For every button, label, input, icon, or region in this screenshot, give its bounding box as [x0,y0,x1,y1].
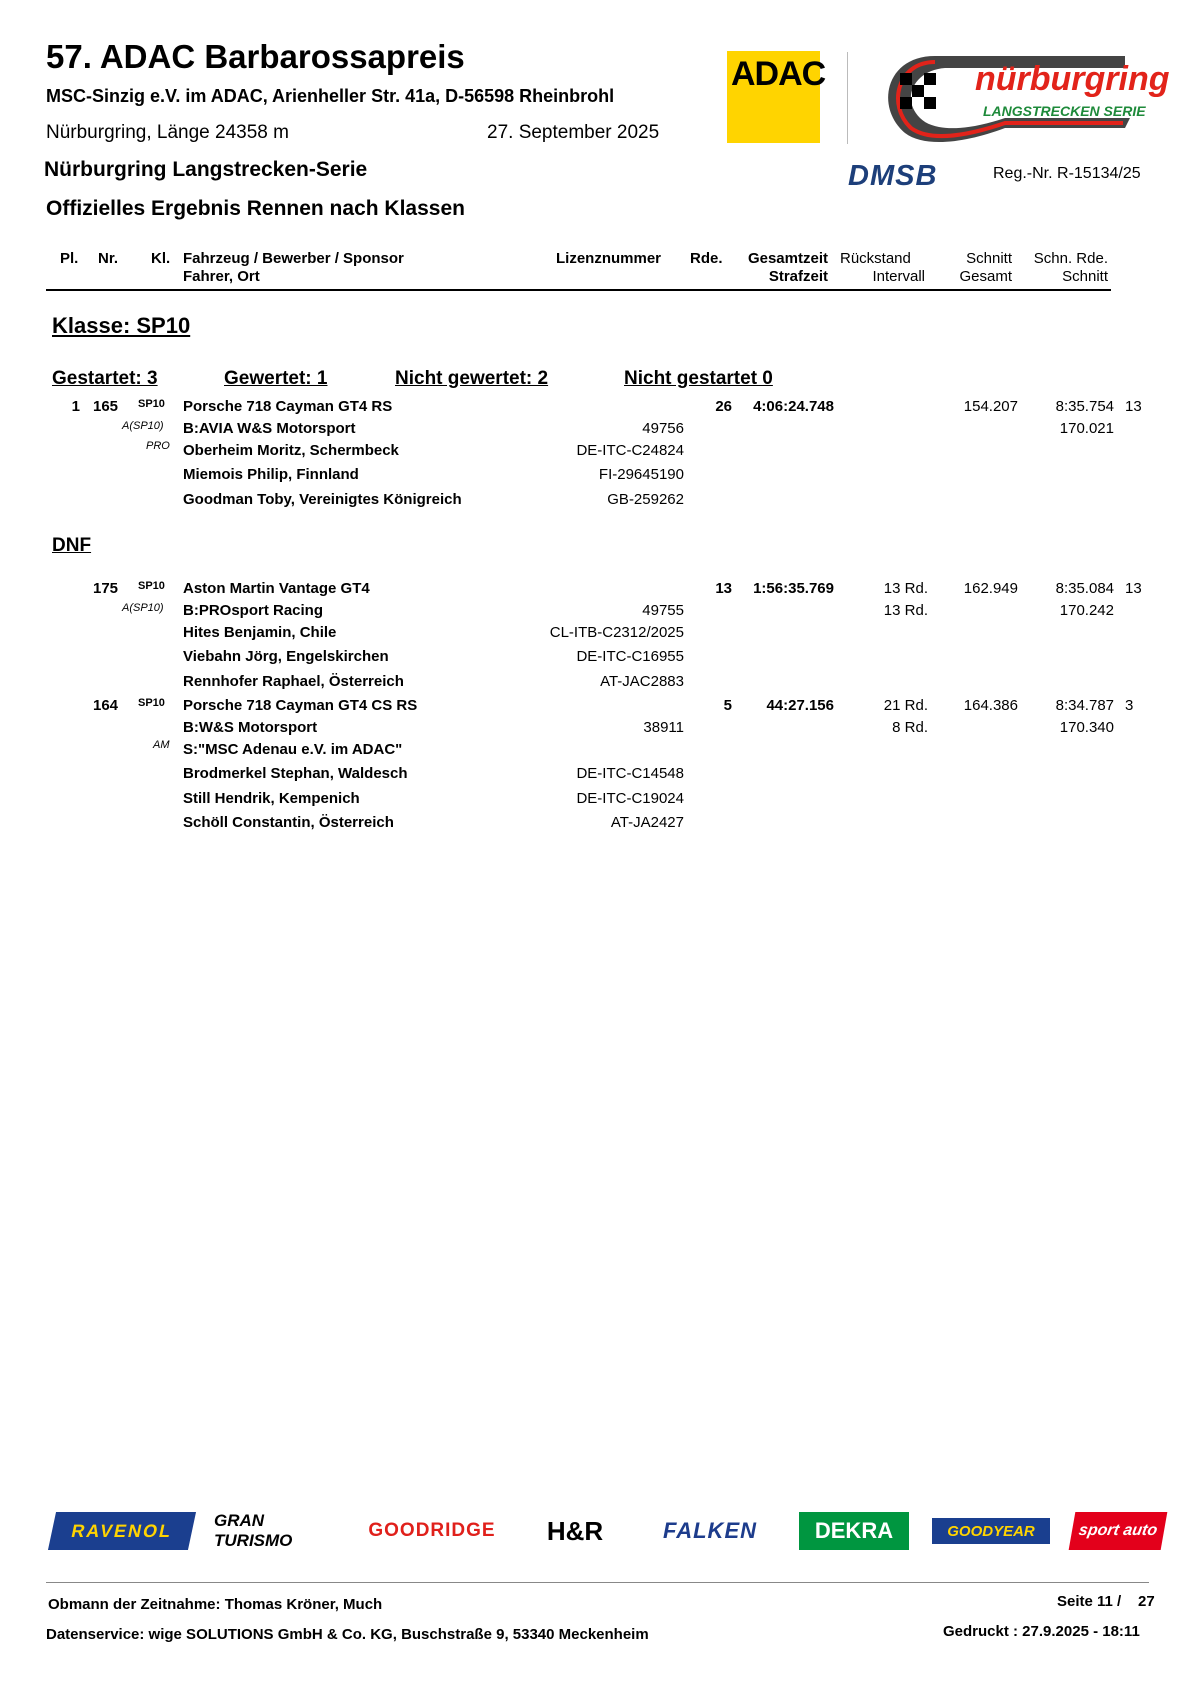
falken-logo: FALKEN [663,1518,757,1543]
class-heading: Klasse: SP10 [52,313,191,338]
registration-number: Reg.-Nr. R-15134/25 [993,165,1141,182]
entry-rde: 26 [715,398,732,415]
track-info: Nürburgring, Länge 24358 m [46,122,289,143]
gran-turismo-logo: GRAN TURISMO [214,1511,293,1550]
entry-nr: 164 [93,697,119,714]
entry-class: SP10 [138,580,165,592]
col-schnitt2: Schnitt [1062,268,1108,285]
entry-bewerber-lizenz: 38911 [643,719,684,736]
entry-schnitt: 164.386 [963,697,1018,714]
driver-lizenz: DE-ITC-C16955 [576,648,684,665]
entry-bewerber-lizenz: 49755 [642,602,684,619]
driver-lizenz: AT-JAC2883 [600,673,684,690]
entry-class-level: AM [153,739,170,751]
page-total: 27 [1138,1593,1155,1610]
driver-name: Hites Benjamin, Chile [183,624,337,641]
entry-intervall: 8 Rd. [892,719,928,736]
driver-lizenz: DE-ITC-C24824 [576,442,684,459]
entry-best-lap: 13 [1125,580,1142,597]
col-intervall: Intervall [872,268,925,285]
page-title: 57. ADAC Barbarossapreis [46,38,465,75]
page-label: Seite 11 / [1057,1593,1122,1610]
col-fahrer: Fahrer, Ort [183,268,260,285]
col-strafzeit: Strafzeit [768,268,828,285]
ravenol-logo: RAVENOL [48,1512,196,1550]
entry-schn-rde2: 170.340 [1059,719,1114,736]
dnf-heading: DNF [52,535,92,556]
dmsb-logo: DMSB [848,160,938,192]
logo-divider [847,52,848,144]
entry-nr: 165 [93,398,119,415]
dekra-logo: DEKRA [799,1512,909,1550]
footer-rule [46,1582,1149,1583]
driver-name: Oberheim Moritz, Schermbeck [183,442,399,459]
entry-rde: 5 [723,697,732,714]
entry-class-sub: A(SP10) [122,420,164,432]
driver-name: Goodman Toby, Vereinigtes Königreich [183,491,462,508]
driver-name: Miemois Philip, Finnland [183,466,359,483]
driver-lizenz: DE-ITC-C19024 [576,790,684,807]
entry-zeit: 4:06:24.748 [753,398,834,415]
col-nr: Nr. [98,250,119,267]
goodridge-logo: GOODRIDGE [368,1520,496,1541]
col-lizenz: Lizenznummer [556,250,662,267]
entry-schn-rde: 8:35.084 [1055,580,1114,597]
driver-lizenz: GB-259262 [607,491,684,508]
driver-lizenz: CL-ITB-C2312/2025 [549,624,684,641]
entry-class: SP10 [138,398,165,410]
result-type: Offizielles Ergebnis Rennen nach Klassen [46,197,465,220]
nurburgring-logo [875,48,1170,148]
nurburgring-logo-graphic [875,48,1170,148]
entry-class-level: PRO [146,440,170,452]
stat-nicht-gestartet: Nicht gestartet 0 [624,368,773,389]
col-fahrzeug: Fahrzeug / Bewerber / Sponsor [183,250,404,267]
entry-class-sub: A(SP10) [122,602,164,614]
col-rde: Rde. [690,250,723,267]
col-schn-rde: Schn. Rde. [1033,250,1108,267]
entry-car: Porsche 718 Cayman GT4 RS [183,398,393,415]
entry-schnitt: 154.207 [963,398,1018,415]
svg-text:nürburgring: nürburgring [975,60,1170,98]
entry-bewerber: B:W&S Motorsport [183,719,318,736]
sport-auto-logo: sport auto [1069,1512,1168,1550]
col-gesamtzeit: Gesamtzeit [747,250,828,267]
entry-nr: 175 [93,580,119,597]
driver-lizenz: DE-ITC-C14548 [576,765,684,782]
driver-name: Schöll Constantin, Österreich [183,814,394,831]
entry-schn-rde2: 170.242 [1059,602,1114,619]
col-rueckstand: Rückstand [840,250,911,267]
entry-rueckstand: 21 Rd. [883,697,928,714]
driver-name: Still Hendrik, Kempenich [183,790,360,807]
adac-logo: ADAC [727,51,820,143]
col-gesamt: Gesamt [959,268,1012,285]
stat-gewertet: Gewertet: 1 [224,368,328,389]
entry-pl: 1 [71,398,80,415]
entry-best-lap: 13 [1125,398,1142,415]
series-name: Nürburgring Langstrecken-Serie [44,158,368,181]
entry-best-lap: 3 [1125,697,1134,714]
entry-bewerber: B:AVIA W&S Motorsport [183,420,356,437]
entry-zeit: 1:56:35.769 [753,580,834,597]
entry-schnitt: 162.949 [963,580,1018,597]
printed-date: Gedruckt : 27.9.2025 - 18:11 [943,1623,1140,1640]
header-rule [46,289,1111,291]
entry-class: SP10 [138,697,165,709]
svg-text:LANGSTRECKEN SERIE: LANGSTRECKEN SERIE [983,103,1146,119]
entry-car: Aston Martin Vantage GT4 [183,580,370,597]
entry-schn-rde: 8:34.787 [1055,697,1114,714]
hr-logo: H&R [546,1515,604,1546]
entry-sponsor: S:"MSC Adenau e.V. im ADAC" [183,741,403,758]
entry-intervall: 13 Rd. [883,602,928,619]
goodyear-logo: GOODYEAR [932,1518,1050,1544]
race-date: 27. September 2025 [487,122,660,143]
col-kl: Kl. [151,250,171,267]
organizer: MSC-Sinzig e.V. im ADAC, Arienheller Str. 41a, D-56598 Rheinbrohl [46,86,615,106]
entry-zeit: 44:27.156 [766,697,834,714]
datenservice: Datenservice: wige SOLUTIONS GmbH & Co. KG, Buschstraße 9, 53340 Meckenheim [46,1626,649,1643]
entry-rueckstand: 13 Rd. [883,580,928,597]
entry-schn-rde2: 170.021 [1059,420,1114,437]
col-schnitt: Schnitt [966,250,1012,267]
driver-name: Brodmerkel Stephan, Waldesch [183,765,408,782]
obmann: Obmann der Zeitnahme: Thomas Kröner, Much [48,1596,383,1613]
stat-gestartet: Gestartet: 3 [52,368,158,389]
driver-lizenz: AT-JA2427 [610,814,684,831]
stat-nicht-gewertet: Nicht gewertet: 2 [395,368,549,389]
entry-bewerber: B:PROsport Racing [183,602,324,619]
entry-rde: 13 [715,580,732,597]
driver-name: Viebahn Jörg, Engelskirchen [183,648,389,665]
driver-name: Rennhofer Raphael, Österreich [183,673,404,690]
entry-car: Porsche 718 Cayman GT4 CS RS [183,697,418,714]
col-pl: Pl. [60,250,79,267]
driver-lizenz: FI-29645190 [598,466,684,483]
entry-schn-rde: 8:35.754 [1055,398,1114,415]
entry-bewerber-lizenz: 49756 [642,420,684,437]
